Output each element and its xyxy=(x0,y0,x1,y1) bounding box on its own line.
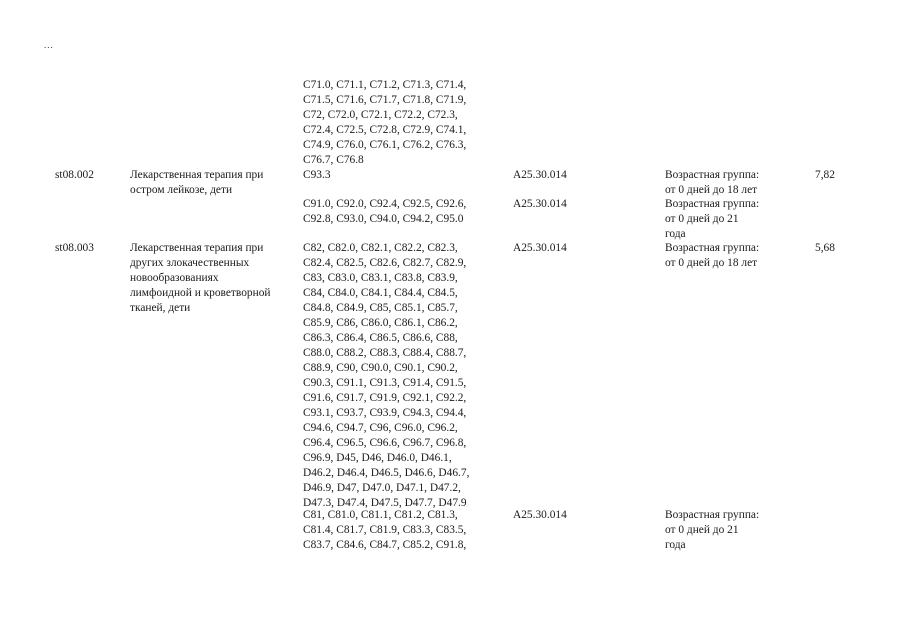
icd-codes-cell: C91.0, C92.0, C92.4, C92.5, C92.6, C92.8, C93.0, C94.0, C94.2, C95.0 xyxy=(303,198,467,225)
criterion-text: Возрастная группа: от 0 дней до 18 лет xyxy=(665,169,760,196)
ksg-name: Лекарственная терапия при остром лейкозе, дети xyxy=(130,169,264,196)
ksg-name: Лекарственная терапия при других злокачественных новообразованиях лимфоидной и кроветворной тканей, дети xyxy=(130,242,271,314)
page-ellipsis: ... xyxy=(44,40,54,50)
procedure-code: A25.30.014 xyxy=(513,242,567,254)
icd-codes-cell: C81, C81.0, C81.1, C81.2, C81.3, C81.4, C81.7, C81.9, C83.3, C83.5, C83.7, C84.6, C84.7, C85.2, C91.8, xyxy=(303,509,467,551)
criterion-text: Возрастная группа: от 0 дней до 18 лет xyxy=(665,242,760,269)
criterion-text: Возрастная группа: от 0 дней до 21 года xyxy=(665,509,760,551)
icd-codes-cell: C93.3 xyxy=(303,169,331,181)
procedure-code: A25.30.014 xyxy=(513,509,567,521)
coefficient-value: 7,82 xyxy=(815,169,835,181)
icd-codes-cell: C82, C82.0, C82.1, C82.2, C82.3, C82.4, C82.5, C82.6, C82.7, C82.9, C83, C83.0, C83.1, C83.8, C83.9, C84, C84.0, C84.1, C84.4, C84.5, C84.8, C84.9, C85, C85.1, C85.7, C85.9, C86, C86.0, C86.1, C86.2, C86.3, C86.4, C86.5, C86.6, C88, C88.0, C88.2, C88.3, C88.4, C88.7, C88.9, C90, C90.0, C90.1, C90.2, C90.3, C91.1, C91.3, C91.4, C91.5, C91.6, C91.7, C91.9, C92.1, C92.2, C93.1, C93.7, C93.9, C94.3, C94.4, C94.6, C94.7, C96, C96.0, C96.2, C96.4, C96.5, C96.6, C96.7, C96.8, C96.9, D45, D46, D46.0, D46.1, D46.2, D46.4, D46.5, D46.6, D46.7, D46.9, D47, D47.0, D47.1, D47.2, D47.3, D47.4, D47.5, D47.7, D47.9 xyxy=(303,242,470,509)
procedure-code: A25.30.014 xyxy=(513,198,567,210)
ksg-code: st08.003 xyxy=(55,242,94,254)
coefficient-value: 5,68 xyxy=(815,242,835,254)
procedure-code: A25.30.014 xyxy=(513,169,567,181)
icd-codes-cell: C71.0, C71.1, C71.2, C71.3, C71.4, C71.5, C71.6, C71.7, C71.8, C71.9, C72, C72.0, C72.1, C72.2, C72.3, C72.4, C72.5, C72.8, C72.9, C74.1, C74.9, C76.0, C76.1, C76.2, C76.3, C76.7, C76.8 xyxy=(303,79,467,166)
criterion-text: Возрастная группа: от 0 дней до 21 года xyxy=(665,198,760,240)
ksg-code: st08.002 xyxy=(55,169,94,181)
